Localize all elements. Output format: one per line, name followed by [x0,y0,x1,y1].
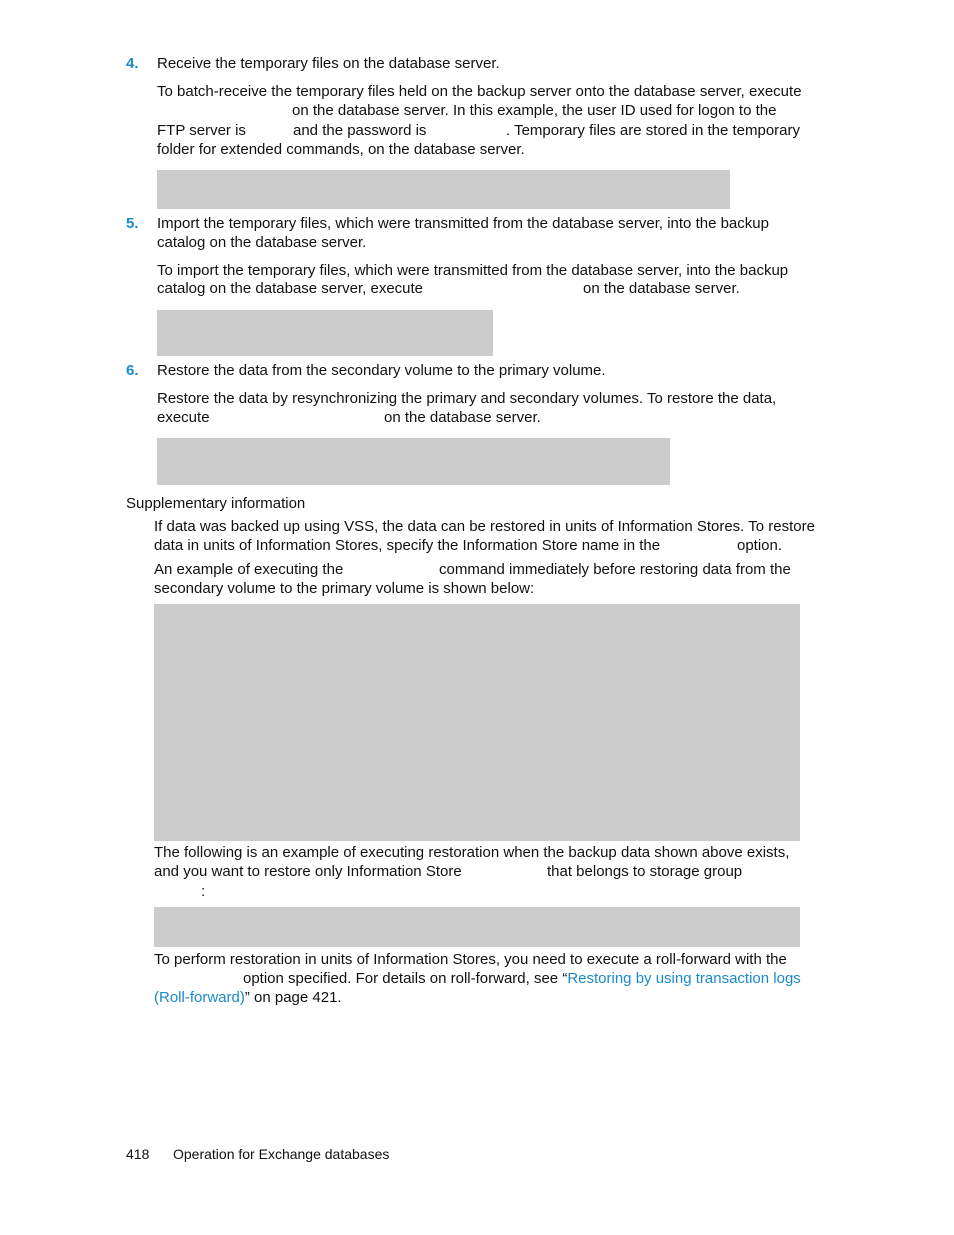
supplementary-para2-line1b: command immediately before restoring data from the [439,561,791,578]
step-5-number: 5. [126,215,139,232]
step-4-body-line3c: . Temporary files are stored in the temporary [506,122,801,139]
supplementary-para1-line2a: data in units of Information Stores, specify the Information Store name in the [154,537,661,554]
step-5-heading-line2: catalog on the database server. [157,234,367,251]
supplementary-example-code-block [154,604,800,841]
supplementary-para4-line3 [154,988,342,1007]
roll-forward-link-continued[interactable]: (Roll-forward) [154,989,245,1006]
step-4-number: 4. [126,55,139,72]
step-6-body-line2b: on the database server. [384,409,541,426]
step-6-body-line1: Restore the data by resynchronizing the primary and secondary volumes. To restore the data, [157,390,777,407]
supplementary-para4-line1: To perform restoration in units of Information Stores, you need to execute a roll-forward with the [154,951,787,968]
step-5-code-block [157,310,493,356]
step-5-heading-line1: Import the temporary files, which were transmitted from the database server, into the backup [157,215,769,232]
supplementary-para3-line2b: that belongs to storage group [547,863,743,880]
step-4-body-line1: To batch-receive the temporary files held on the backup server onto the database server, execute [157,83,802,100]
supplementary-para3-line3: : [201,883,206,900]
supplementary-para1-line1: If data was backed up using VSS, the data can be restored in units of Information Stores. To restore [154,518,815,535]
step-6-number: 6. [126,362,139,379]
supplementary-restore-code-block [154,907,800,947]
step-6-code-block [157,438,670,485]
supplementary-para2-line1a: An example of executing the [154,561,344,578]
step-6-body-line2a: execute [157,409,210,426]
page-number: 418 [126,1146,150,1162]
step-5-body-line2a: catalog on the database server, execute [157,280,424,297]
supplementary-para1-line2b: option. [737,537,783,554]
supplementary-para3-line1: The following is an example of executing restoration when the backup data shown above exists, [154,844,790,861]
supplementary-para4-line2 [243,969,801,988]
step-4-body-line3b: and the password is [293,122,427,139]
step-5-body-line1: To import the temporary files, which were transmitted from the database server, into the backup [157,262,789,279]
supplementary-heading: Supplementary information [126,495,306,512]
supplementary-para4-line3-text: ” on page 421. [244,989,342,1006]
step-4-heading: Receive the temporary files on the database server. [157,55,500,72]
step-5-body-line2b: on the database server. [583,280,740,297]
step-4-body-line2: on the database server. In this example, the user ID used for logon to the [292,102,777,119]
step-4-code-block [157,170,730,209]
step-4-body-line4: folder for extended commands, on the database server. [157,141,525,158]
footer-section-title: Operation for Exchange databases [173,1146,390,1162]
supplementary-para3-line2a: and you want to restore only Information Store [154,863,462,880]
step-6-heading: Restore the data from the secondary volume to the primary volume. [157,362,606,379]
step-4-body-line3a: FTP server is [157,122,246,139]
supplementary-para4-line2-text: option specified. For details on roll-forward, see “ [243,970,568,987]
supplementary-para2-line2: secondary volume to the primary volume is shown below: [154,580,535,597]
roll-forward-link[interactable]: Restoring by using transaction logs [567,970,801,987]
